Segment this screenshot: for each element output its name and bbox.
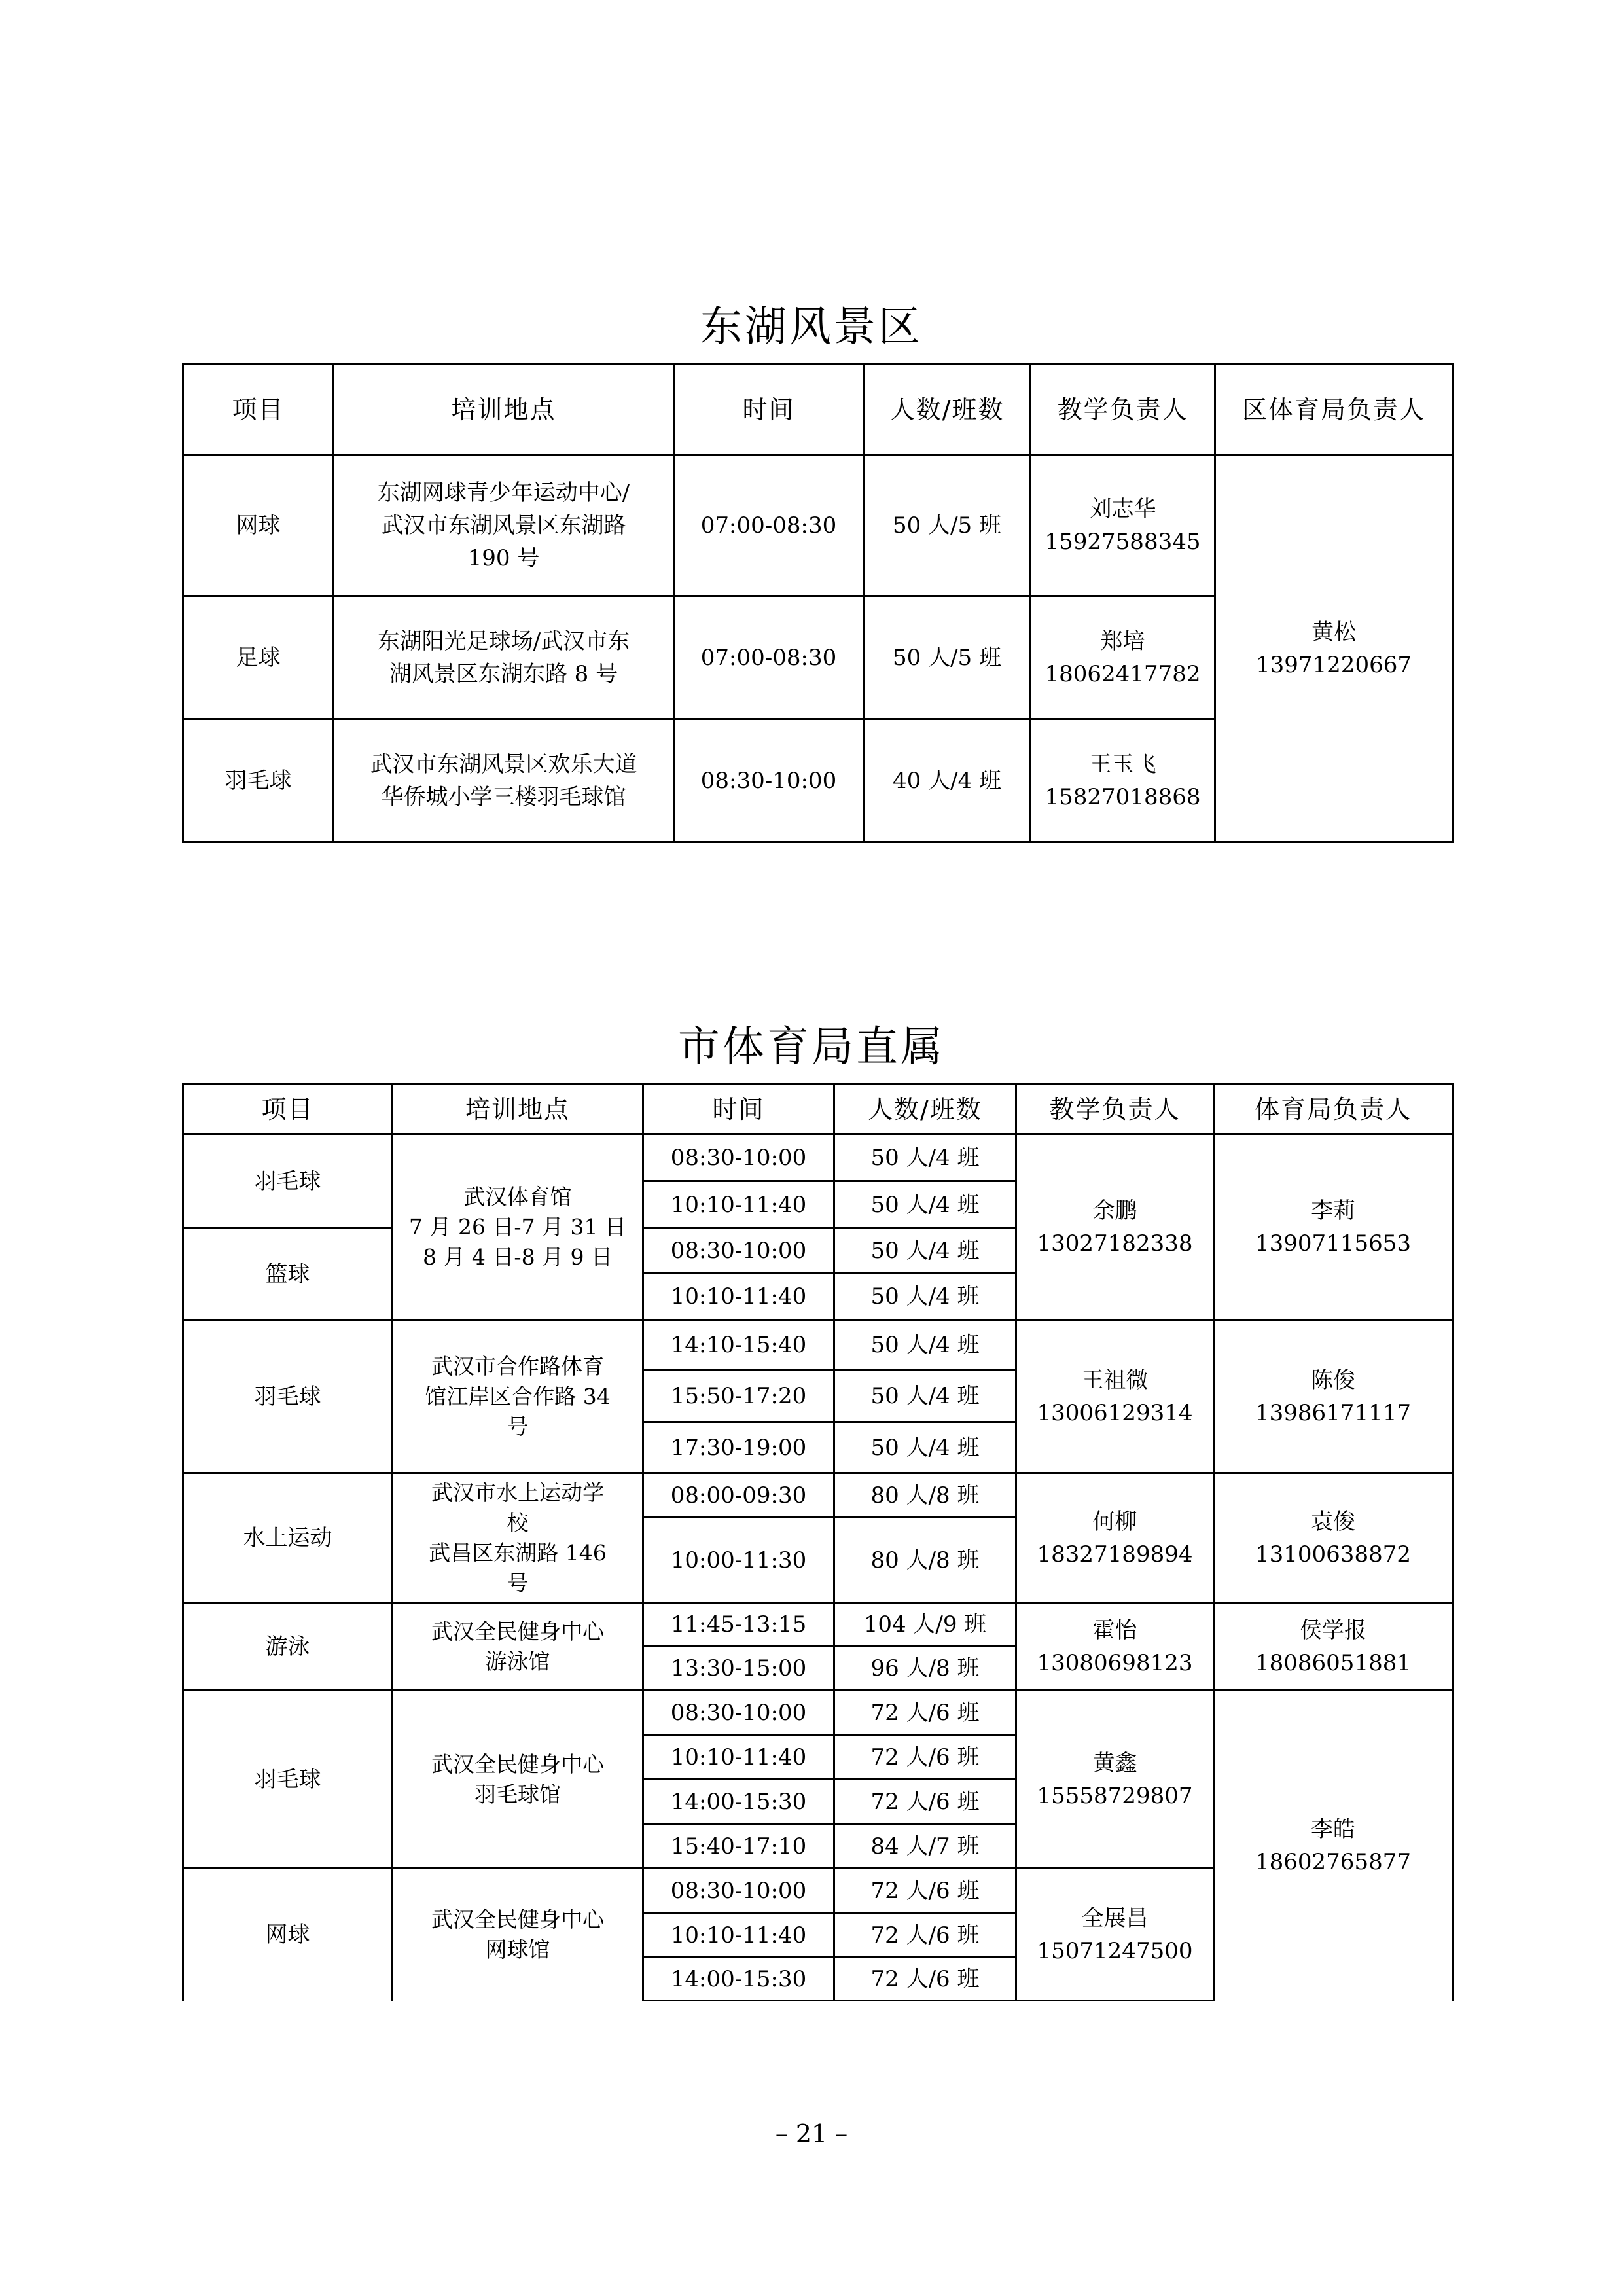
cell-project: 网球: [183, 455, 334, 596]
cell-location: 武汉全民健身中心 游泳馆: [393, 1603, 643, 1691]
cell-teacher: 全展昌 15071247500: [1016, 1869, 1214, 2001]
cell-teacher: 霍怡 13080698123: [1016, 1603, 1214, 1691]
table-row: [183, 1320, 1453, 1370]
cell-time: 08:30-10:00: [643, 1229, 834, 1273]
header-project: 项目: [183, 365, 334, 455]
cell-count: 72 人/6 班: [834, 1780, 1016, 1824]
cell-project: 羽毛球: [183, 1320, 393, 1473]
cell-project: 羽毛球: [183, 1691, 393, 1869]
cell-teacher: 郑培 18062417782: [1031, 596, 1215, 719]
cell-time: 14:10-15:40: [643, 1320, 834, 1370]
cell-project: 足球: [183, 596, 334, 719]
cell-location: 武汉全民健身中心 羽毛球馆: [393, 1691, 643, 1869]
cell-bureau-contact: 陈俊 13986171117: [1214, 1320, 1453, 1473]
cell-count: 50 人/5 班: [864, 596, 1031, 719]
cell-project: 篮球: [183, 1229, 393, 1320]
table-row: [183, 455, 1453, 596]
city-bureau-table: [182, 1083, 1454, 2001]
cell-count: 50 人/5 班: [864, 455, 1031, 596]
cell-count: 50 人/4 班: [834, 1273, 1016, 1320]
cell-project: 水上运动: [183, 1473, 393, 1603]
cell-location: 武汉市合作路体育 馆江岸区合作路 34 号: [393, 1320, 643, 1473]
cell-count: 50 人/4 班: [834, 1181, 1016, 1229]
cell-count: 40 人/4 班: [864, 719, 1031, 842]
cell-time: 08:30-10:00: [643, 1134, 834, 1181]
cell-time: 10:10-11:40: [643, 1735, 834, 1780]
header-time: 时间: [674, 365, 864, 455]
cell-time: 08:00-09:30: [643, 1473, 834, 1518]
header-bureau: 区体育局负责人: [1215, 365, 1453, 455]
cell-teacher: 王祖微 13006129314: [1016, 1320, 1214, 1473]
header-time: 时间: [643, 1085, 834, 1134]
cell-location: 东湖网球青少年运动中心/ 武汉市东湖风景区东湖路 190 号: [334, 455, 674, 596]
cell-teacher: 黄鑫 15558729807: [1016, 1691, 1214, 1869]
cell-count: 72 人/6 班: [834, 1913, 1016, 1958]
cell-time: 07:00-08:30: [674, 455, 864, 596]
cell-teacher: 王玉飞 15827018868: [1031, 719, 1215, 842]
cell-bureau-contact: 李莉 13907115653: [1214, 1134, 1453, 1320]
table-header-row: [183, 1085, 1453, 1134]
cell-time: 10:10-11:40: [643, 1181, 834, 1229]
cell-bureau-contact: 侯学报 18086051881: [1214, 1603, 1453, 1691]
cell-count: 72 人/6 班: [834, 1735, 1016, 1780]
table-row: [183, 1134, 1453, 1181]
header-location: 培训地点: [393, 1085, 643, 1134]
cell-time: 10:10-11:40: [643, 1273, 834, 1320]
cell-location: 东湖阳光足球场/武汉市东 湖风景区东湖东路 8 号: [334, 596, 674, 719]
cell-count: 50 人/4 班: [834, 1229, 1016, 1273]
cell-count: 50 人/4 班: [834, 1422, 1016, 1473]
cell-time: 10:00-11:30: [643, 1518, 834, 1603]
cell-bureau-contact: 李皓 18602765877: [1214, 1691, 1453, 2001]
cell-teacher: 余鹏 13027182338: [1016, 1134, 1214, 1320]
cell-count: 50 人/4 班: [834, 1134, 1016, 1181]
cell-count: 72 人/6 班: [834, 1691, 1016, 1735]
cell-time: 10:10-11:40: [643, 1913, 834, 1958]
header-bureau: 体育局负责人: [1214, 1085, 1453, 1134]
cell-bureau-contact: 黄松 13971220667: [1215, 455, 1453, 842]
cell-count: 80 人/8 班: [834, 1473, 1016, 1518]
cell-time: 08:30-10:00: [643, 1691, 834, 1735]
cell-project: 羽毛球: [183, 719, 334, 842]
section-title-city-bureau: 市体育局直属: [678, 1023, 945, 1071]
cell-project: 网球: [183, 1869, 393, 2001]
cell-project: 羽毛球: [183, 1134, 393, 1229]
cell-time: 14:00-15:30: [643, 1780, 834, 1824]
cell-count: 72 人/6 班: [834, 1958, 1016, 2001]
cell-count: 84 人/7 班: [834, 1824, 1016, 1869]
cell-count: 50 人/4 班: [834, 1370, 1016, 1422]
cell-time: 15:40-17:10: [643, 1824, 834, 1869]
header-count: 人数/班数: [864, 365, 1031, 455]
cell-time: 07:00-08:30: [674, 596, 864, 719]
cell-count: 96 人/8 班: [834, 1646, 1016, 1691]
cell-time: 15:50-17:20: [643, 1370, 834, 1422]
header-count: 人数/班数: [834, 1085, 1016, 1134]
cell-project: 游泳: [183, 1603, 393, 1691]
page-number: – 21 –: [775, 2119, 848, 2148]
header-location: 培训地点: [334, 365, 674, 455]
header-teacher: 教学负责人: [1016, 1085, 1214, 1134]
cell-time: 17:30-19:00: [643, 1422, 834, 1473]
cell-time: 08:30-10:00: [674, 719, 864, 842]
cell-time: 14:00-15:30: [643, 1958, 834, 2001]
cell-time: 11:45-13:15: [643, 1603, 834, 1646]
cell-location: 武汉全民健身中心 网球馆: [393, 1869, 643, 2001]
cell-time: 13:30-15:00: [643, 1646, 834, 1691]
header-teacher: 教学负责人: [1031, 365, 1215, 455]
cell-teacher: 刘志华 15927588345: [1031, 455, 1215, 596]
table-row: [183, 1691, 1453, 1735]
table-row: [183, 1473, 1453, 1518]
table-header-row: [183, 365, 1453, 455]
cell-count: 80 人/8 班: [834, 1518, 1016, 1603]
cell-count: 50 人/4 班: [834, 1320, 1016, 1370]
cell-teacher: 何柳 18327189894: [1016, 1473, 1214, 1603]
cell-location: 武汉市水上运动学 校 武昌区东湖路 146 号: [393, 1473, 643, 1603]
cell-location: 武汉体育馆 7 月 26 日-7 月 31 日 8 月 4 日-8 月 9 日: [393, 1134, 643, 1320]
cell-location: 武汉市东湖风景区欢乐大道 华侨城小学三楼羽毛球馆: [334, 719, 674, 842]
header-project: 项目: [183, 1085, 393, 1134]
table-row: [183, 1603, 1453, 1646]
donghu-table: [182, 363, 1454, 843]
cell-count: 72 人/6 班: [834, 1869, 1016, 1913]
cell-bureau-contact: 袁俊 13100638872: [1214, 1473, 1453, 1603]
cell-count: 104 人/9 班: [834, 1603, 1016, 1646]
section-title-donghu: 东湖风景区: [700, 303, 923, 351]
cell-time: 08:30-10:00: [643, 1869, 834, 1913]
